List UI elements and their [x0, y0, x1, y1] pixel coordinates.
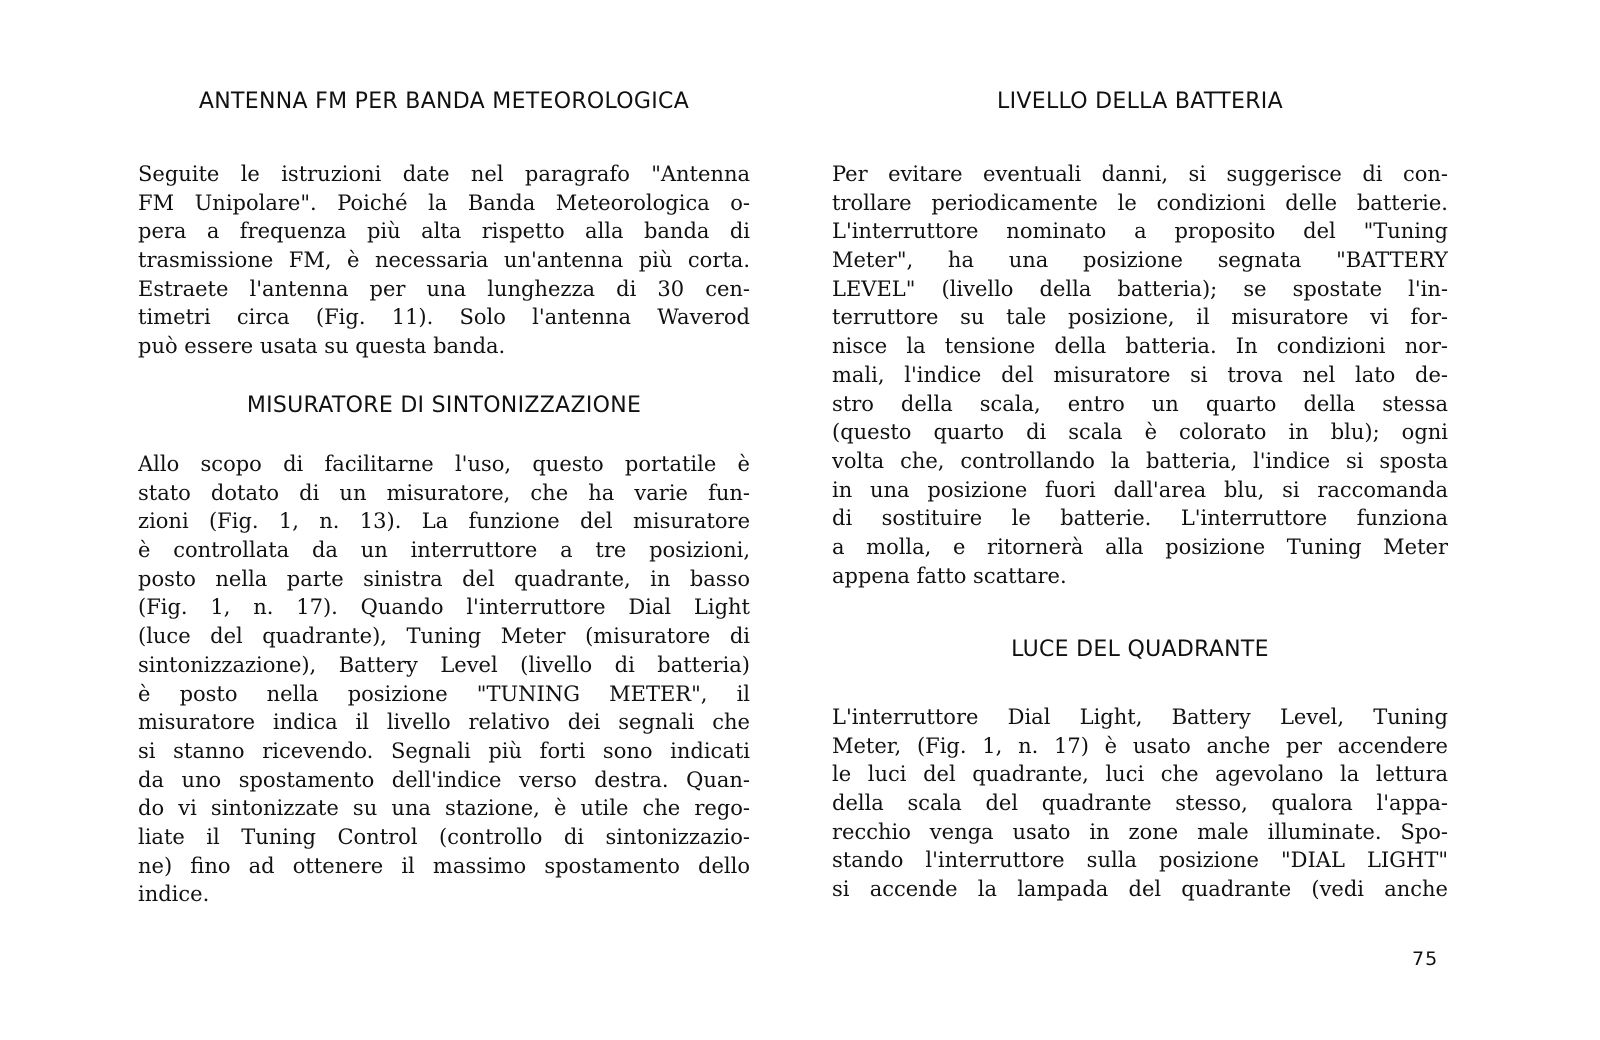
- text-line: è posto nella posizione "TUNING METER", il: [138, 681, 750, 706]
- text-line: ne) fino ad ottenere il massimo spostamento dello: [138, 853, 750, 878]
- paragraph-misuratore-sintonizzazione: [138, 450, 750, 909]
- text-line: Seguite le istruzioni date nel paragrafo "Antenna: [138, 162, 750, 186]
- text-line: L'interruttore Dial Light, Battery Level, Tuning: [832, 705, 1448, 729]
- text-line: terruttore su tale posizione, il misuratore vi for-: [832, 305, 1448, 330]
- text-line: Estraete l'antenna per una lunghezza di 30 cen-: [138, 276, 750, 301]
- text-line: Allo scopo di facilitarne l'uso, questo portatile è: [138, 452, 750, 476]
- paragraph-luce-quadrante: [832, 703, 1448, 904]
- text-line: stando l'interruttore sulla posizione "DIAL LIGHT": [832, 848, 1448, 873]
- text-line: (Fig. 1, n. 17). Quando l'interruttore Dial Light: [138, 595, 750, 620]
- text-line: volta che, controllando la batteria, l'indice si sposta: [832, 448, 1448, 473]
- text-line: della scala del quadrante stesso, qualora l'appa-: [832, 791, 1448, 816]
- text-line: Meter, (Fig. 1, n. 17) è usato anche per accendere: [832, 733, 1448, 758]
- text-line: le luci del quadrante, luci che agevolano la lettura: [832, 762, 1448, 787]
- heading-misuratore-sintonizzazione: MISURATORE DI SINTONIZZAZIONE: [246, 393, 642, 418]
- text-line: si stanno ricevendo. Segnali più forti sono indicati: [138, 738, 750, 763]
- text-line: trollare periodicamente le condizioni delle batterie.: [832, 190, 1448, 215]
- text-line: L'interruttore nominato a proposito del "Tuning: [832, 219, 1448, 244]
- text-line: pera a frequenza più alta rispetto alla banda di: [138, 219, 750, 244]
- text-line: indice.: [138, 882, 210, 907]
- text-line: da uno spostamento dell'indice verso destra. Quan-: [138, 767, 750, 792]
- text-line: mali, l'indice del misuratore si trova nel lato de-: [832, 362, 1448, 387]
- text-line: in una posizione fuori dall'area blu, si raccomanda: [832, 477, 1448, 502]
- text-line: Per evitare eventuali danni, si suggerisce di con-: [832, 162, 1448, 186]
- text-line: appena fatto scattare.: [832, 563, 1067, 588]
- text-line: do vi sintonizzate su una stazione, è utile che rego-: [138, 796, 750, 821]
- text-line: Meter", ha una posizione segnata "BATTERY: [832, 248, 1448, 273]
- text-line: (luce del quadrante), Tuning Meter (misuratore di: [138, 624, 750, 649]
- text-line: può essere usata su questa banda.: [138, 334, 506, 359]
- text-line: liate il Tuning Control (controllo di sintonizzazio-: [138, 824, 750, 849]
- text-line: sintonizzazione), Battery Level (livello di batteria): [138, 652, 750, 677]
- heading-luce-quadrante: LUCE DEL QUADRANTE: [1011, 637, 1269, 662]
- text-line: timetri circa (Fig. 11). Solo l'antenna Waverod: [138, 305, 750, 330]
- heading-livello-batteria: LIVELLO DELLA BATTERIA: [997, 89, 1283, 114]
- text-line: è controllata da un interruttore a tre posizioni,: [138, 538, 750, 563]
- text-line: di sostituire le batterie. L'interruttore funziona: [832, 506, 1448, 531]
- text-line: (questo quarto di scala è colorato in blu); ogni: [832, 420, 1448, 445]
- text-line: stro della scala, entro un quarto della stessa: [832, 391, 1448, 416]
- text-line: misuratore indica il livello relativo dei segnali che: [138, 710, 750, 735]
- text-line: posto nella parte sinistra del quadrante, in basso: [138, 566, 750, 591]
- text-line: nisce la tensione della batteria. In condizioni nor-: [832, 334, 1448, 359]
- text-line: zioni (Fig. 1, n. 13). La funzione del misuratore: [138, 509, 750, 534]
- page-number: 75: [1412, 948, 1439, 970]
- text-line: LEVEL" (livello della batteria); se spostate l'in-: [832, 276, 1448, 301]
- text-line: recchio venga usato in zone male illuminate. Spo-: [832, 819, 1448, 844]
- text-line: trasmissione FM, è necessaria un'antenna più corta.: [138, 248, 750, 273]
- text-line: si accende la lampada del quadrante (vedi anche: [832, 877, 1448, 902]
- text-line: a molla, e ritornerà alla posizione Tuning Meter: [832, 534, 1448, 559]
- text-line: FM Unipolare". Poiché la Banda Meteorologica o-: [138, 190, 750, 215]
- paragraph-livello-batteria: [832, 160, 1448, 590]
- text-line: stato dotato di un misuratore, che ha varie fun-: [138, 480, 750, 505]
- paragraph-antenna-fm-meteorologica: [138, 160, 750, 361]
- heading-antenna-fm-meteorologica: ANTENNA FM PER BANDA METEOROLOGICA: [198, 89, 690, 114]
